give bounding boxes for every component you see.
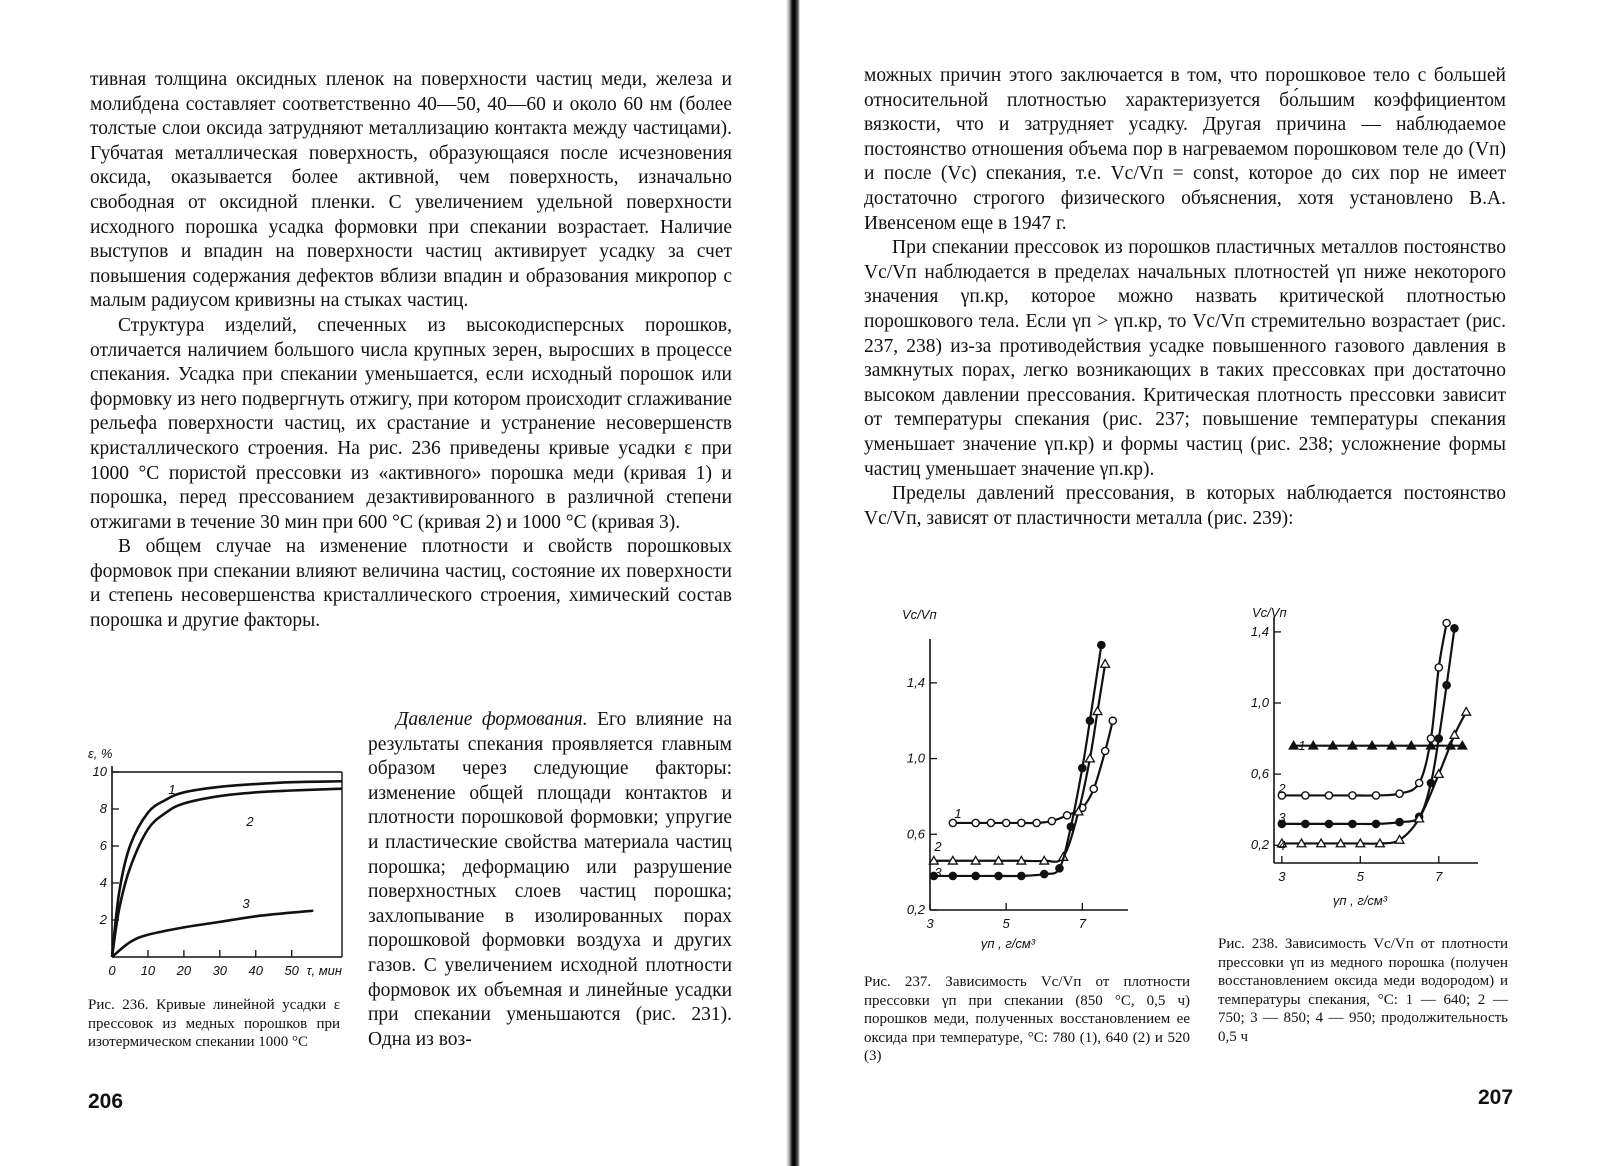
- figure-236-caption: Рис. 236. Кривые линейной усадки ε прессовок из медных порошков при изотермическом спекании 1000 °С: [88, 997, 340, 1051]
- paragraph: Структура изделий, спеченных из высокодисперсных порошков, отличается наличием большого числа крупных зерен, выросших в процессе спекания. Усадка при спекании уменьшается, если исходный порошок или формовку из него подвергнуть отжигу, при котором происходит сглаживание рельефа поверхности частиц, их срастание и устранение несовершенств кристаллического строения. На рис. 236 приведены кривые усадки ε при 1000 °С пористой прессовки из «активного» порошка меди (кривая 1) и порошка, перед прессованием дезактивированного в различной степени отжигами в течение 30 мин при 600 °С (кривая 2) и 1000 °С (кривая 3).: [90, 314, 732, 533]
- y-axis-label: Vс/Vп: [1252, 605, 1287, 620]
- left-side-text: [368, 708, 732, 1052]
- y-tick-label: 2: [99, 912, 107, 927]
- data-point: [1443, 619, 1450, 626]
- figure-238-chart: [1240, 605, 1500, 915]
- paragraph: Пределы давлений прессования, в которых наблюдается постоянство Vс/Vп, зависят от пластичности металла (рис. 239):: [864, 483, 1506, 529]
- book-spine: [786, 0, 800, 1166]
- data-point: [1372, 792, 1379, 799]
- series-line-3: [112, 911, 313, 957]
- series-line-1: [112, 781, 342, 957]
- data-point: [1086, 754, 1095, 762]
- data-point: [1349, 792, 1356, 799]
- data-point: [987, 819, 994, 826]
- y-tick-label: 1,4: [906, 674, 925, 690]
- y-tick-label: 0,6: [906, 826, 925, 842]
- data-point: [1451, 625, 1458, 632]
- x-tick-label: 10: [140, 963, 156, 978]
- y-tick-label: 8: [99, 801, 107, 816]
- data-point: [1033, 819, 1040, 826]
- data-point: [1434, 770, 1443, 778]
- data-point: [1086, 717, 1093, 724]
- data-point: [1302, 820, 1309, 827]
- data-point: [1427, 735, 1434, 742]
- data-point: [1041, 870, 1048, 877]
- series-label: 1: [1298, 738, 1306, 753]
- series-label: 3: [1278, 810, 1286, 825]
- series-label: 4: [1278, 838, 1286, 853]
- y-tick-label: 1,0: [906, 750, 925, 766]
- data-point: [1003, 819, 1010, 826]
- x-axis-label: γп , г/см³: [980, 936, 1036, 951]
- data-point: [1018, 819, 1025, 826]
- x-tick-label: 3: [1278, 869, 1286, 884]
- x-tick-label: 0: [108, 963, 116, 978]
- figure-237-caption: Рис. 237. Зависимость Vс/Vп от плотности прессовки γп при спекании (850 °С, 0,5 ч) порошков меди, полученных восстановлением ее оксида при температуре, °С: 780 (1), 640 (2) и 520 (3): [864, 974, 1190, 1065]
- data-point: [1443, 682, 1450, 689]
- series-line-3: [934, 645, 1102, 876]
- y-tick-label: 0,2: [906, 902, 925, 917]
- paragraph: В общем случае на изменение плотности и свойств порошковых формовок при спекании влияют величина частиц, состояние их поверхности и степень несовершенства кристаллического строения, химический состав порошка и другие факторы.: [90, 536, 732, 632]
- data-point: [1462, 707, 1471, 715]
- data-point: [1349, 820, 1356, 827]
- data-point: [1048, 817, 1055, 824]
- series-line-1: [953, 721, 1113, 823]
- series-label: 3: [934, 865, 942, 880]
- data-point: [1372, 820, 1379, 827]
- x-tick-label: 20: [176, 963, 192, 978]
- x-tick-label: 7: [1078, 916, 1086, 931]
- y-tick-label: 10: [92, 764, 107, 779]
- data-point: [1018, 872, 1025, 879]
- data-point: [1396, 819, 1403, 826]
- y-axis-label: ε, %: [88, 746, 113, 761]
- series-line-2: [1282, 623, 1447, 796]
- figure-236-chart: [80, 740, 350, 990]
- data-point: [1325, 792, 1332, 799]
- x-tick-label: 3: [926, 916, 934, 931]
- figure-238-caption: Рис. 238. Зависимость Vс/Vп от плотности прессовки γп из медного порошка (получен восстановлением оксида меди водородом) и температуры спекания, °С: 1 — 640; 2 — 750; 3 — 850; 4 — 950; продолжительность 0,5 ч: [1218, 936, 1508, 1045]
- page-number-right: 207: [1478, 1086, 1514, 1109]
- data-point: [1093, 707, 1102, 715]
- data-point: [1435, 735, 1442, 742]
- data-point: [1056, 865, 1063, 872]
- series-label: 2: [934, 839, 942, 854]
- data-point: [1101, 660, 1110, 668]
- paragraph: [368, 708, 732, 1052]
- data-point: [972, 819, 979, 826]
- series-label: 1: [168, 782, 176, 797]
- data-point: [1067, 823, 1074, 830]
- x-axis-label: γп , г/см³: [1332, 893, 1388, 908]
- data-point: [1416, 779, 1423, 786]
- data-point: [1090, 785, 1097, 792]
- x-tick-label: 5: [1002, 916, 1010, 931]
- series-label: 3: [242, 896, 250, 911]
- left-page-text: [90, 68, 732, 634]
- data-point: [1079, 764, 1086, 771]
- data-point: [1450, 731, 1459, 739]
- y-tick-label: 4: [99, 875, 107, 890]
- page-number-left: 206: [88, 1090, 124, 1113]
- series-line-2: [934, 664, 1105, 862]
- data-point: [949, 872, 956, 879]
- series-label: 2: [246, 814, 254, 829]
- y-tick-label: 1,4: [1250, 623, 1269, 639]
- data-point: [1063, 812, 1070, 819]
- paragraph: При спекании прессовок из порошков пластичных металлов постоянство Vс/Vп наблюдается в пределах начальных плотностей γп ниже некоторого значения γп.кр, которое можно назвать критической плотностью порошкового тела. Если γп > γп.кр, то Vс/Vп стремительно возрастает (рис. 237, 238) из-за противодействия усадке повышенного газового давления в замкнутых порах, легко возникающих в таких прессовках при достаточно высоком давлении прессования. Критическая плотность прессовки зависит от температуры спекания (рис. 237; повышение температуры спекания уменьшает значение γп.кр) и формы частиц (рис. 238; усложнение формы частиц уменьшает значение γп.кр).: [864, 237, 1506, 480]
- x-tick-label: 40: [248, 963, 263, 978]
- data-point: [1302, 792, 1309, 799]
- paragraph: можных причин этого заключается в том, что порошковое тело с большей относительной плотностью характеризуется бо́льшим коэффициентом вязкости, что и затрудняет усадку. Другая причина — наблюдаемое постоянство отношения объема пор в нагреваемом порошковом теле до (Vп) и после (Vс) спекания, т.е. Vс/Vп = const, которое до сих пор не имеет достаточно строгого физического объяснения, хотя установлено В.А. Ивенсеном еще в 1947 г.: [864, 65, 1506, 234]
- figure-237-chart: [890, 605, 1150, 955]
- data-point: [1435, 664, 1442, 671]
- y-tick-label: 0,6: [1250, 766, 1269, 782]
- paragraph: тивная толщина оксидных пленок на поверхности частиц меди, железа и молибдена составляет соответственно 40—50, 40—60 и около 60 нм (более толстые слои оксида затрудняют металлизацию контакта между частицами). Губчатая металлическая поверхность, образующаяся после исчезновения оксида, оказывается более активной, чем поверхность, изначально свободная от оксидной пленки. С увеличением удельной поверхности исходного порошка усадка формовки при спекании возрастает. Наличие выступов и впадин на поверхности частиц активирует усадку за счет повышения содержания дефектов вблизи впадин и образования микропор с малым радиусом кривизны на стыках частиц.: [90, 69, 732, 312]
- y-axis-label: Vс/Vп: [902, 607, 937, 622]
- paragraph-body: Его влияние на результаты спекания проявляется главным образом через следующие факторы: изменение общей площади контактов и плотности порошковой формовки; упругие и пластические свойства материала частиц порошка; деформацию или разрушение поверхностных слоев частиц порошка; захлопывание в изолированных порах порошковой формовки воздуха и других газов. С увеличением исходной плотности формовок их объемная и линейные усадки при спекании уменьшаются (рис. 231). Одна из воз-: [368, 709, 732, 1050]
- data-point: [1098, 641, 1105, 648]
- right-page-text: [864, 64, 1506, 531]
- y-tick-label: 1,0: [1250, 695, 1269, 710]
- x-tick-label: 7: [1435, 869, 1443, 884]
- x-tick-label: 5: [1356, 869, 1364, 884]
- data-point: [1396, 790, 1403, 797]
- data-point: [995, 872, 1002, 879]
- data-point: [1325, 820, 1332, 827]
- y-tick-label: 0,2: [1250, 837, 1269, 853]
- x-tick-label: 30: [212, 963, 228, 978]
- section-heading: Давление формования.: [396, 709, 588, 730]
- y-tick-label: 6: [99, 838, 107, 853]
- data-point: [972, 872, 979, 879]
- x-axis-label: τ, мин: [306, 963, 342, 978]
- data-point: [1109, 717, 1116, 724]
- series-label: 2: [1278, 781, 1286, 796]
- x-tick-label: 50: [284, 963, 299, 978]
- series-label: 1: [954, 806, 962, 821]
- data-point: [1102, 747, 1109, 754]
